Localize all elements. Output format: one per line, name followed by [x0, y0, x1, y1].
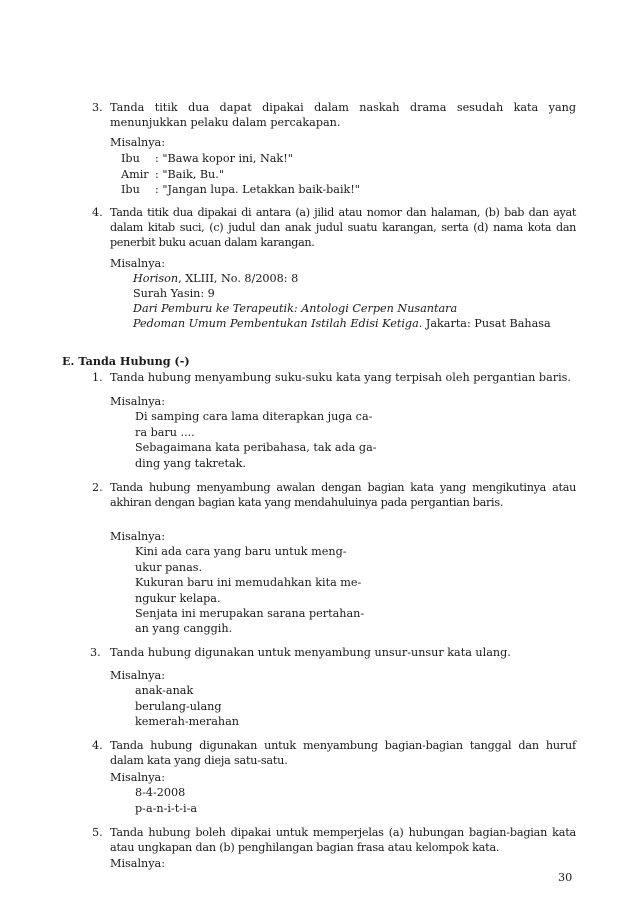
example-line: an yang canggih. — [135, 622, 233, 635]
list-item-text: Tanda hubung digunakan untuk menyambung bagian-bagian tanggal dan huruf dalam kata yang dieja satu-satu. — [110, 739, 576, 767]
example-line — [121, 182, 360, 197]
dialogue: : "Jangan lupa. Letakkan baik-baik!" — [155, 183, 360, 196]
list-item-text: Tanda hubung menyambung awalan dengan bagian kata yang mengikutinya atau akhiran dengan bagian kata yang mendahuluinya pada pergantian baris. — [110, 481, 576, 509]
example-line: Di samping cara lama diterapkan juga ca- — [135, 410, 373, 423]
list-number: 1. — [92, 371, 103, 384]
example-line: ngukur kelapa. — [135, 592, 221, 605]
example-line — [133, 316, 551, 331]
example-line — [121, 167, 224, 182]
list-number: 4. — [92, 206, 103, 219]
section-heading: E. Tanda Hubung (-) — [62, 354, 190, 368]
list-number: 3. — [90, 646, 101, 659]
example-line: p-a-n-i-t-i-a — [135, 802, 198, 815]
example-line: kemerah-merahan — [135, 715, 239, 728]
list-item-text: Tanda hubung digunakan untuk menyambung unsur-unsur kata ulang. — [110, 646, 511, 659]
citation-detail: , XLIII, No. 8/2008: 8 — [178, 272, 299, 285]
speaker: Amir — [121, 168, 149, 181]
example-label: Misalnya: — [110, 669, 165, 682]
list-item-text: Tanda hubung menyambung suku-suku kata yang terpisah oleh pergantian baris. — [110, 371, 571, 384]
page-number: 30 — [558, 871, 573, 884]
example-line: Kini ada cara yang baru untuk meng- — [135, 545, 347, 558]
example-label: Misalnya: — [110, 257, 165, 270]
speaker: Ibu — [121, 152, 140, 165]
list-item-text: Tanda titik dua dipakai di antara (a) jilid atau nomor dan halaman, (b) bab dan ayat dalam kitab suci, (c) judul dan anak judul suatu karangan, serta (d) nama kota dan penerbit buku acuan dalam karangan. — [110, 206, 576, 249]
example-label: Misalnya: — [110, 530, 165, 543]
example-label: Misalnya: — [110, 857, 165, 870]
speaker: Ibu — [121, 183, 140, 196]
example-line: Dari Pemburu ke Terapeutik: Antologi Cerpen Nusantara — [133, 302, 458, 315]
list-number: 4. — [92, 739, 103, 752]
dialogue: : "Baik, Bu." — [155, 168, 224, 181]
example-line: 8-4-2008 — [135, 786, 186, 799]
italic-title: Pedoman Umum Pembentukan Istilah Edisi Ketiga — [133, 317, 419, 330]
dialogue: : "Bawa kopor ini, Nak!" — [155, 152, 293, 165]
citation-detail: . Jakarta: Pusat Bahasa — [418, 317, 551, 330]
example-line — [121, 151, 293, 166]
italic-title: Horison — [133, 272, 179, 285]
example-line: Senjata ini merupakan sarana pertahan- — [135, 607, 365, 620]
example-label: Misalnya: — [110, 771, 165, 784]
list-item-text: Tanda hubung boleh dipakai untuk memperjelas (a) hubungan bagian-bagian kata atau ungkapan dan (b) penghilangan bagian frasa atau kelompok kata. — [110, 826, 576, 854]
example-line: ding yang takretak. — [135, 457, 246, 470]
example-line — [133, 271, 298, 286]
example-line: Surah Yasin: 9 — [133, 287, 215, 300]
list-number: 3. — [92, 101, 103, 114]
list-number: 2. — [92, 481, 103, 494]
example-label: Misalnya: — [110, 136, 165, 149]
example-line: anak-anak — [135, 684, 194, 697]
list-item-text: Tanda titik dua dapat dipakai dalam naskah drama sesudah kata yang menunjukkan pelaku dalam percakapan. — [110, 101, 576, 129]
example-label: Misalnya: — [110, 395, 165, 408]
list-number: 5. — [92, 826, 103, 839]
example-line: Sebagaimana kata peribahasa, tak ada ga- — [135, 441, 377, 454]
example-line: ukur panas. — [135, 561, 203, 574]
example-line: berulang-ulang — [135, 700, 222, 713]
example-line: ra baru .... — [135, 426, 195, 439]
example-line: Kukuran baru ini memudahkan kita me- — [135, 576, 362, 589]
